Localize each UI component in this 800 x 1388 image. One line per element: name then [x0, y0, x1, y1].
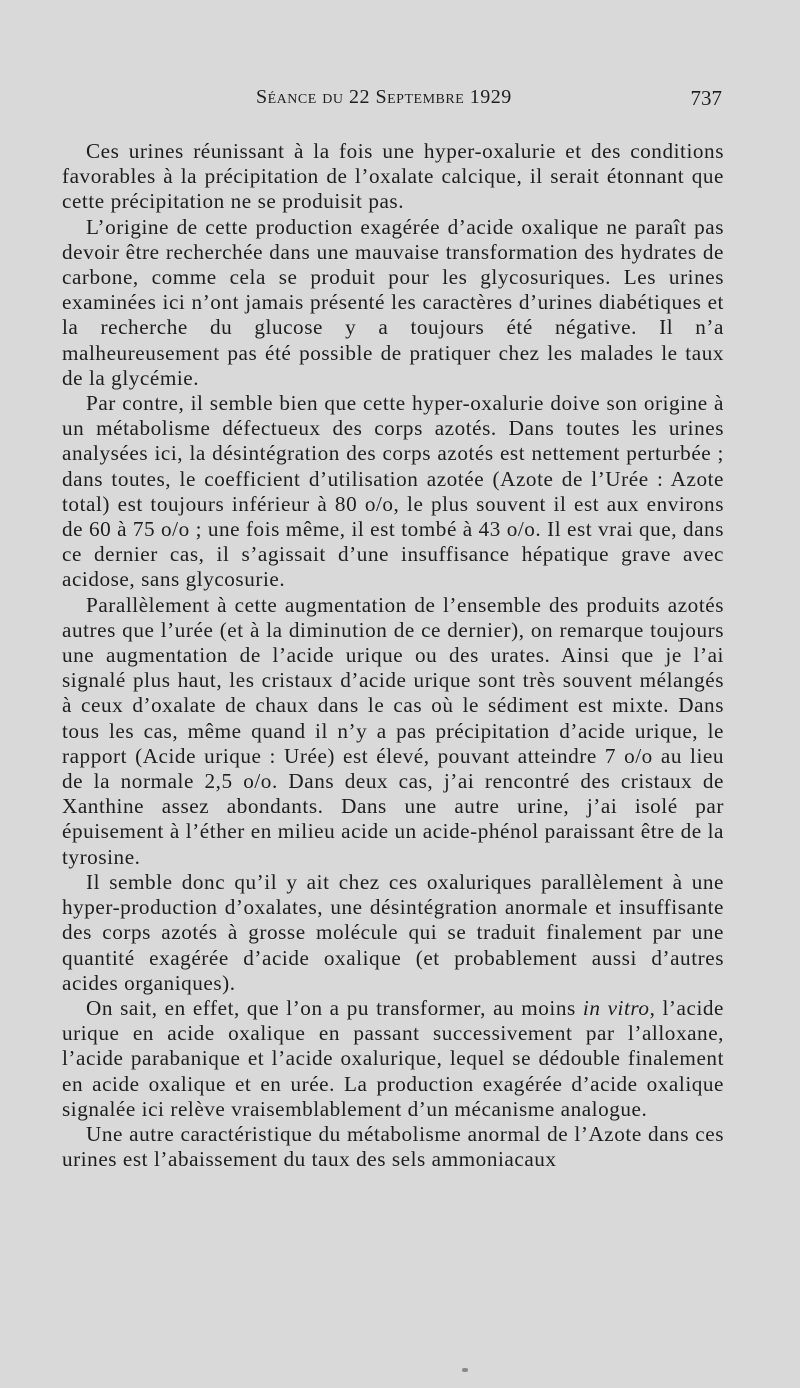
ink-speck	[462, 1368, 468, 1372]
page-header	[62, 86, 722, 116]
paragraph-6-end: , l’acide urique en acide oxalique en passant successivement par l’alloxane, l’acide parabanique et l’acide oxalurique, lequel se dédouble finalement en acide oxalique et en urée. La production exagérée d’acide oxalique signalée ici relève vraisemblablement d’un mécanisme analogue.	[62, 995, 724, 1121]
paragraph-6-start: On sait, en effet, que l’on a pu transformer, au moins	[86, 995, 583, 1020]
page-number: 737	[690, 86, 722, 110]
body-text	[62, 139, 724, 1172]
paragraph-2: L’origine de cette production exagérée d’acide oxalique ne paraît pas devoir être recherchée dans une mauvaise transformation des hydrates de carbone, comme cela se produit pour les glycosuriques. Les urines examinées ici n’ont jamais présenté les caractères d’urines diabétiques et la recherche du glucose y a toujours été négative. Il n’a malheureusement pas été possible de pratiquer chez les malades le taux de la glycémie.	[62, 214, 724, 390]
paragraph-6	[62, 996, 724, 1122]
paragraph-7: Une autre caractéristique du métabolisme anormal de l’Azote dans ces urines est l’abaissement du taux des sels ammoniacaux	[62, 1121, 724, 1172]
paragraph-4: Parallèlement à cette augmentation de l’ensemble des produits azotés autres que l’urée (et à la diminution de ce dernier), on remarque toujours une augmentation de l’acide urique ou des urates. Ainsi que je l’ai signalé plus haut, les cristaux d’acide urique sont très souvent mélangés à ceux d’oxalate de chaux dans le cas où le sédiment est mixte. Dans tous les cas, même quand il n’y a pas précipitation d’acide urique, le rapport (Acide urique : Urée) est élevé, pouvant atteindre 7 o/o au lieu de la normale 2,5 o/o. Dans deux cas, j’ai rencontré des cristaux de Xanthine assez abondants. Dans une autre urine, j’ai isolé par épuisement à l’éther en milieu acide un acide-phénol paraissant être de la tyrosine.	[62, 592, 724, 869]
paragraph-5: Il semble donc qu’il y ait chez ces oxaluriques parallèlement à une hyper-production d’oxalates, une désintégration anormale et insuffisante des corps azotés à grosse molécule qui se traduit finalement par une quantité exagérée d’acide oxalique (et probablement aussi d’autres acides organiques).	[62, 869, 724, 995]
latin-phrase: in vitro	[582, 995, 650, 1020]
paragraph-1: Ces urines réunissant à la fois une hyper-oxalurie et des conditions favorables à la précipitation de l’oxalate calcique, il serait étonnant que cette précipitation ne se produisit pas.	[62, 139, 724, 214]
running-head: Séance du 22 Septembre 1929	[256, 86, 512, 108]
paragraph-3: Par contre, il semble bien que cette hyper-oxalurie doive son origine à un métabolisme défectueux des corps azotés. Dans toutes les urines analysées ici, la désintégration des corps azotés est nettement perturbée ; dans toutes, le coefficient d’utilisation azotée (Azote de l’Urée : Azote total) est toujours inférieur à 80 o/o, le plus souvent il est aux environs de 60 à 75 o/o ; une fois même, il est tombé à 43 o/o. Il est vrai que, dans ce dernier cas, il s’agissait d’une insuffisance hépatique grave avec acidose, sans glycosurie.	[62, 391, 724, 592]
